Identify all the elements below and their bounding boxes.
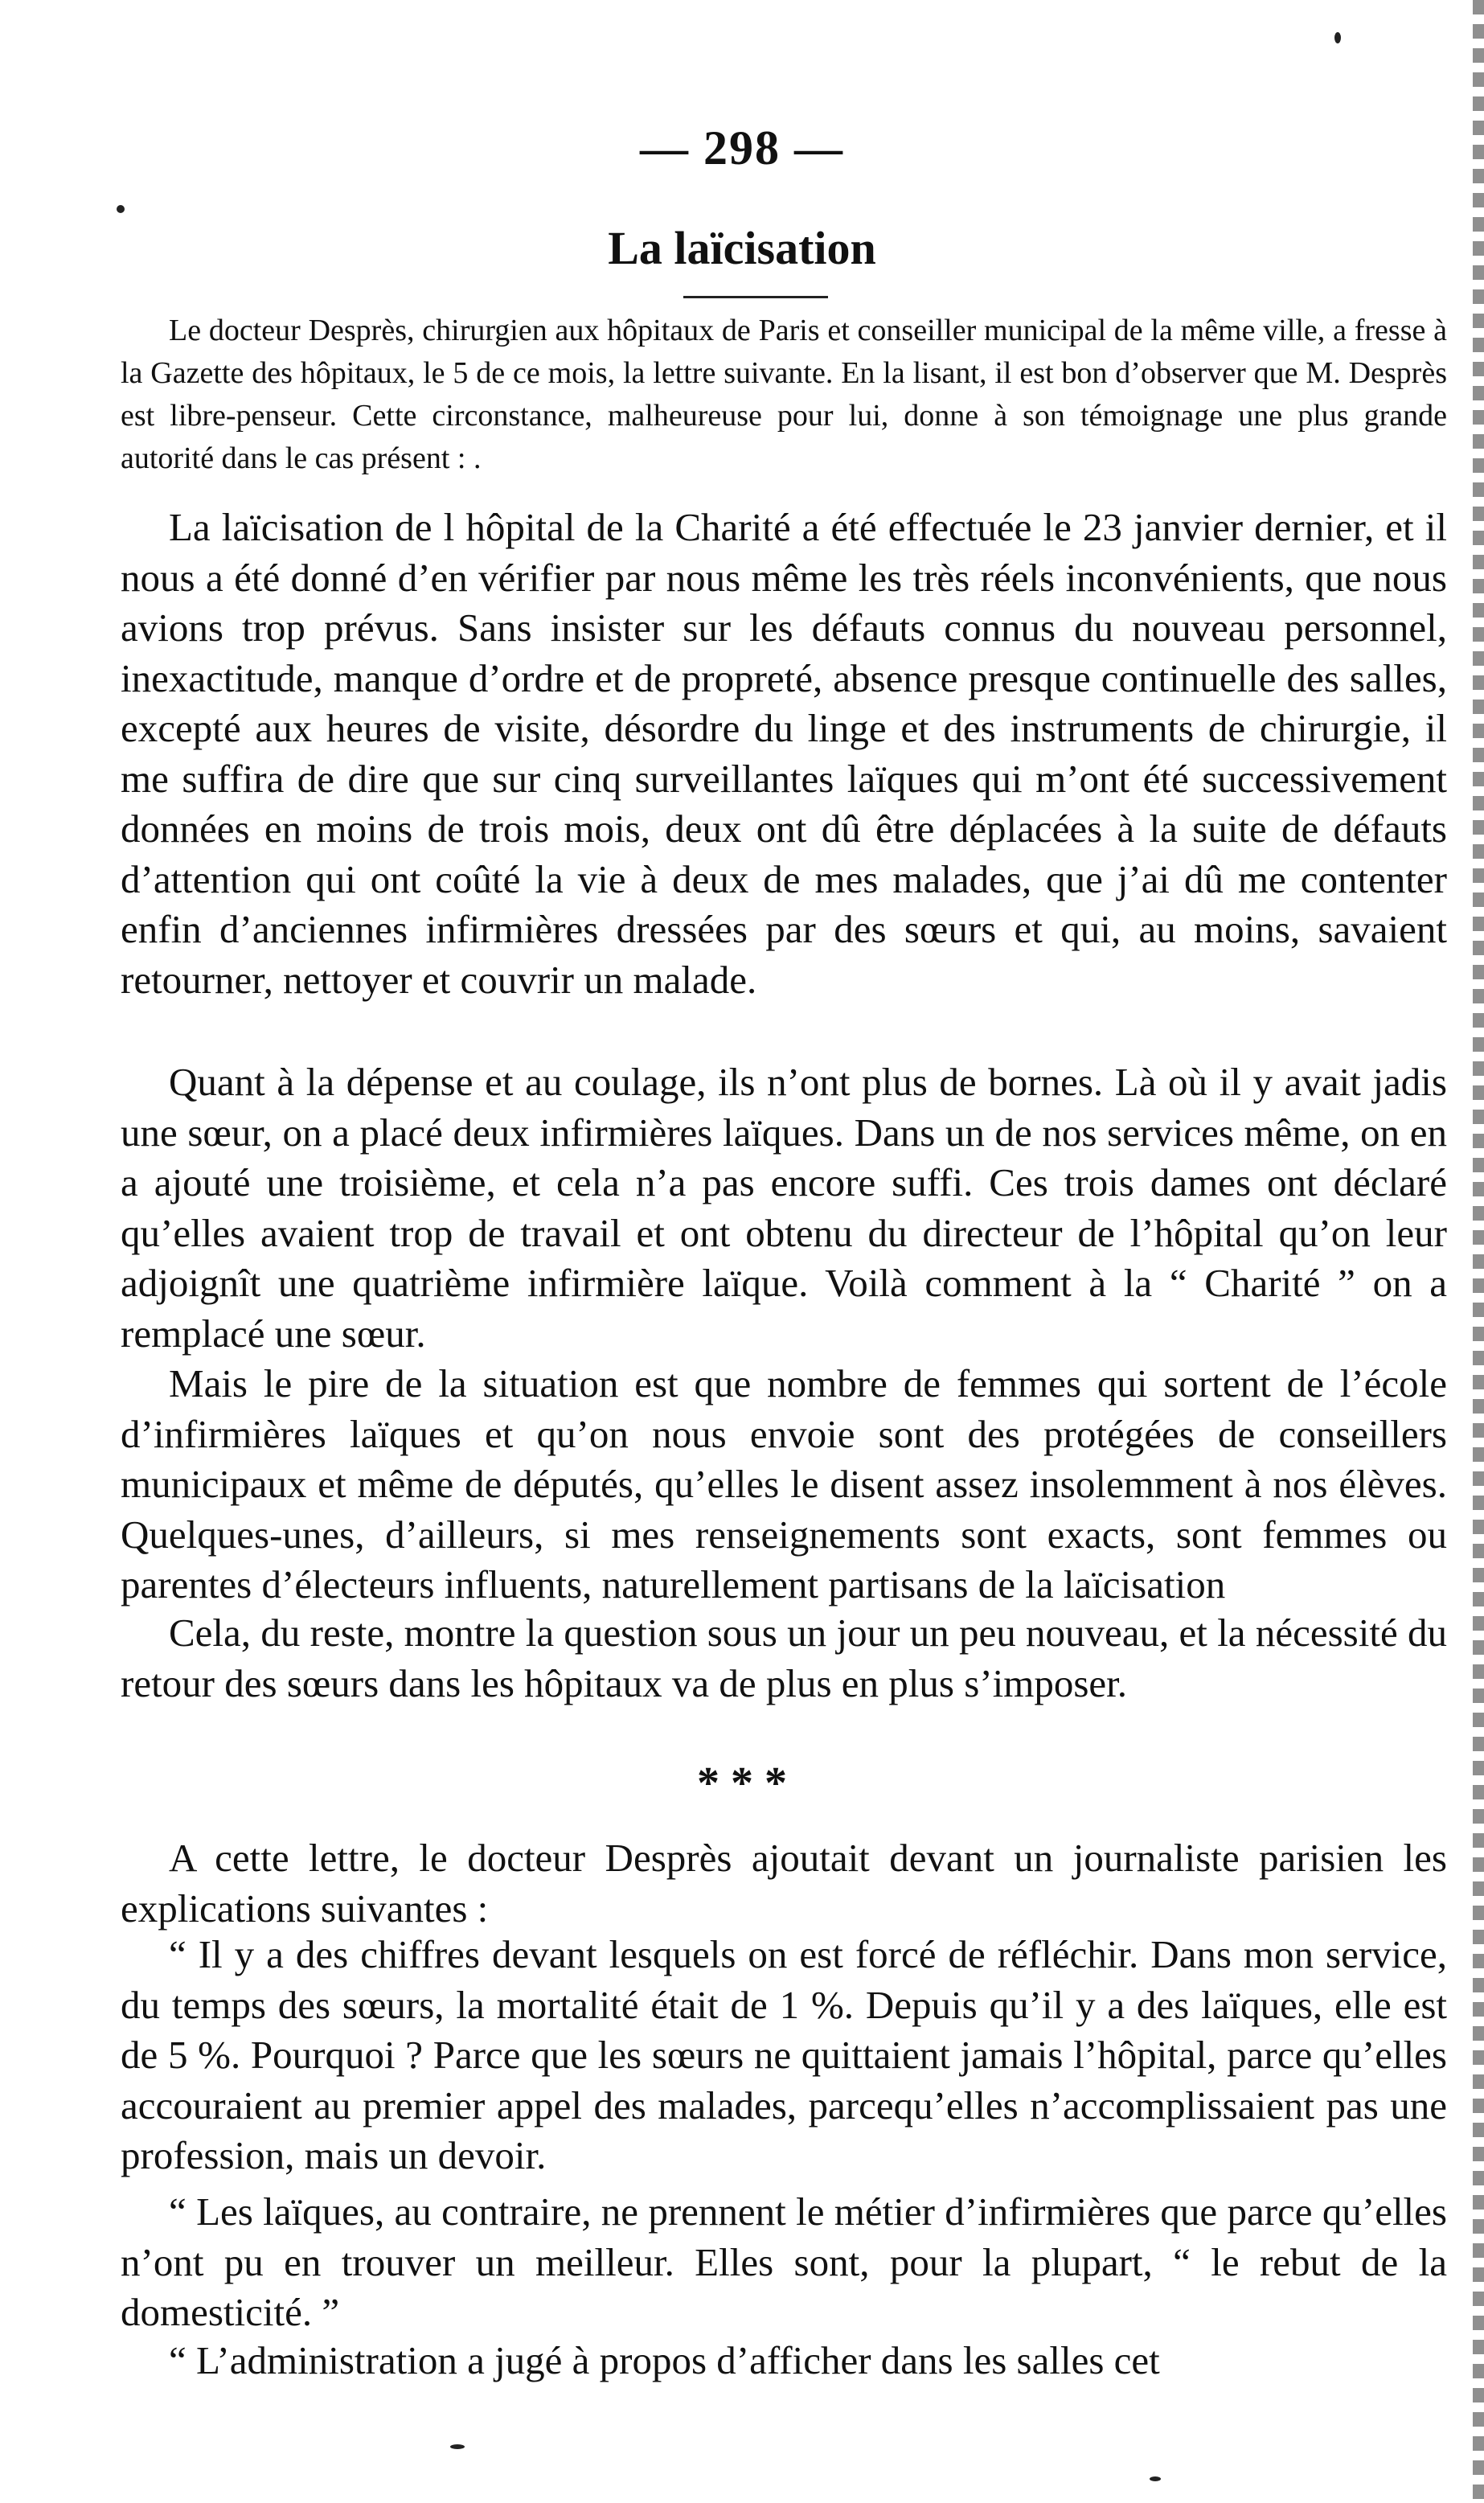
page-number: — 298 — bbox=[640, 121, 844, 174]
quote-paragraph-1: “ Il y a des chiffres devant lesquels on est forcé de réfléchir. Dans mon service, du temps des sœurs, la mortalité était de 1 %. Depuis qu’il y a des laïques, elle est de 5 %. Pourquoi ? Parce que les sœurs ne quittaient jamais l’hôpital, parce qu’elles accouraient au premier appel des malades, parcequ’elles n’accomplissaient pas une profession, mais un devoir. bbox=[121, 1932, 1447, 2177]
title-divider bbox=[683, 296, 828, 298]
commentary-paragraph-1: A cette lettre, le docteur Desprès ajoutait devant un journaliste parisien les explications suivantes : bbox=[121, 1836, 1447, 1931]
quote-paragraph-3: “ L’administration a jugé à propos d’afficher dans les salles cet bbox=[169, 2338, 1160, 2382]
letter-paragraph-4: Cela, du reste, montre la question sous un jour un peu nouveau, et la nécessité du retour des sœurs dans les hôpitaux va de plus en plus s’imposer. bbox=[121, 1611, 1447, 1705]
scan-edge-shadow bbox=[1473, 0, 1484, 2503]
intro-paragraph: Le docteur Desprès, chirurgien aux hôpitaux de Paris et conseiller municipal de la même ville, a fresse à la Gazette des hôpitaux, le 5 de ce mois, la lettre suivante. En la lisant, il est bon d’observer que M. Desprès est libre-penseur. Cette circonstance, malheureuse pour lui, donne à son témoignage une plus grande autorité dans le cas présent : . bbox=[121, 314, 1447, 475]
letter-paragraph-1: La laïcisation de l hôpital de la Charité a été effectuée le 23 janvier dernier, et il nous a été donné d’en vérifier par nous même les très réels inconvénients, que nous avions trop prévus. Sans insister sur les défauts connus du nouveau personnel, inexactitude, manque d’ordre et de propreté, absence presque continuelle des salles, excepté aux heures de visite, désordre du linge et des instruments de chirurgie, il me suffira de dire que sur cinq surveillantes laïques qui m’ont été successivement données en moins de trois mois, deux ont dû être déplacées à la suite de défauts d’attention qui ont coûté la vie à deux de mes malades, que j’ai dû me contenter enfin d’anciennes infirmières dressées par des sœurs et qui, au moins, savaient retourner, nettoyer et couvrir un malade. bbox=[121, 505, 1447, 1002]
scan-speck bbox=[117, 205, 125, 213]
letter-paragraph-2: Quant à la dépense et au coulage, ils n’ont plus de bornes. Là où il y avait jadis une sœur, on a placé deux infirmières laïques. Dans un de nos services même, on en a ajouté une troisième, et cela n’a pas encore suffi. Ces trois dames ont déclaré qu’elles avaient trop de travail et ont obtenu du directeur de l’hôpital qu’on leur adjoignît une quatrième infirmière laïque. Voilà comment à la “ Charité ” on a remplacé une sœur. bbox=[121, 1060, 1447, 1356]
scan-speck bbox=[1334, 32, 1341, 43]
article-title: La laïcisation bbox=[608, 222, 876, 274]
scan-speck bbox=[450, 2444, 465, 2449]
scan-speck bbox=[1150, 2476, 1161, 2481]
asterism-divider: * * * bbox=[697, 1758, 787, 1808]
quote-paragraph-2: “ Les laïques, au contraire, ne prennent le métier d’infirmières que parce qu’elles n’ont pu en trouver un meilleur. Elles sont, pour la plupart, “ le rebut de la domesticité. ” bbox=[121, 2189, 1447, 2334]
letter-paragraph-3: Mais le pire de la situation est que nombre de femmes qui sortent de l’école d’infirmières laïques et qu’on nous envoie sont des protégées de conseillers municipaux et même de députés, qu’elles le disent assez insolemment à nos élèves. Quelques-unes, d’ailleurs, si mes renseignements sont exacts, sont femmes ou parentes d’électeurs influents, naturellement partisans de la laïcisation bbox=[121, 1361, 1447, 1606]
